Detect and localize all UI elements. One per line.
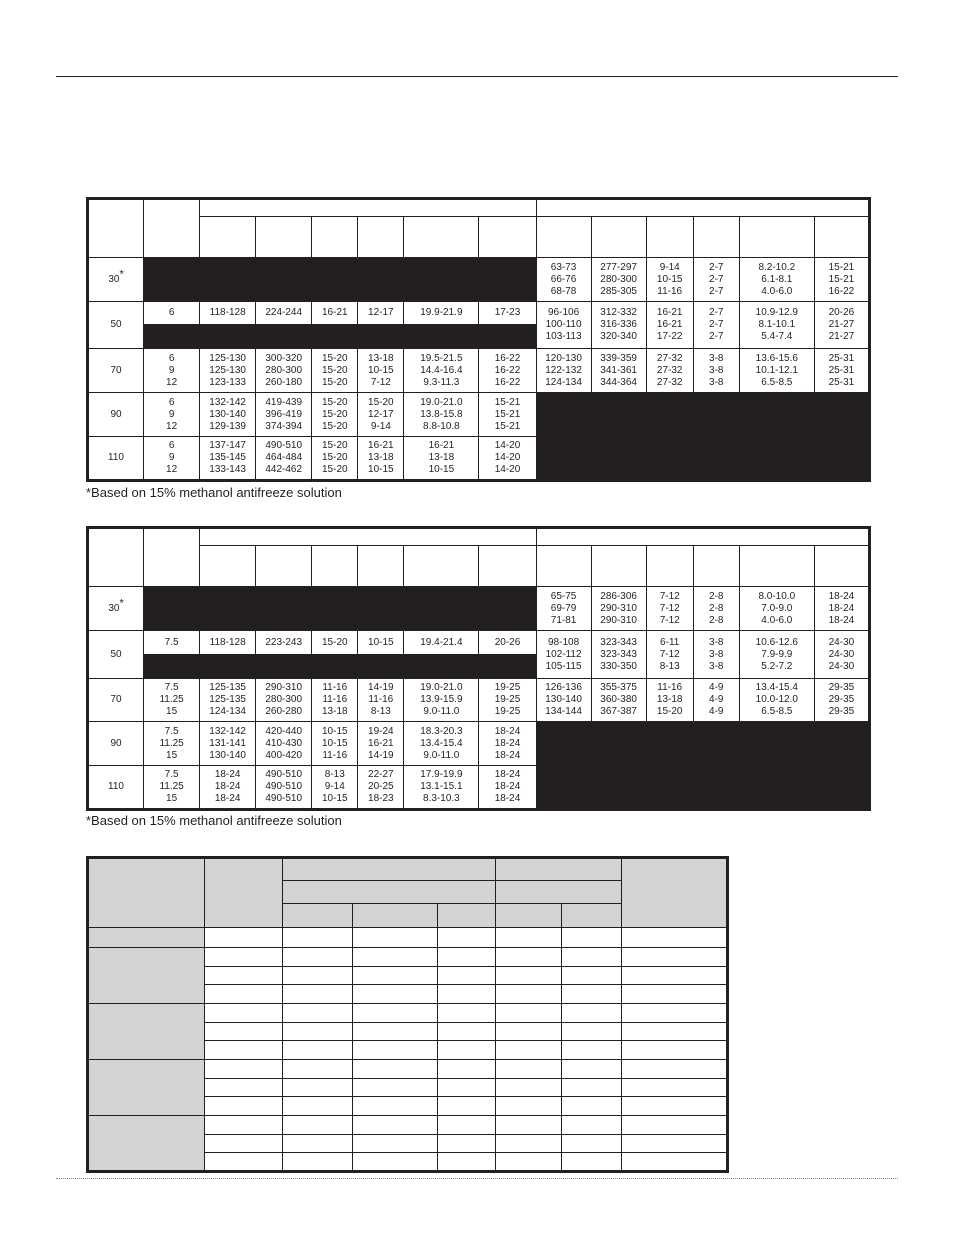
cooling-value-cell: 6 9 12 [144, 349, 200, 393]
cooling-value-cell: 223-243 [256, 631, 312, 655]
heating-value-cell: 8.2-10.2 6.1-8.1 4.0-6.0 [739, 258, 814, 302]
footnote-1: *Based on 15% methanol antifreeze solution [86, 485, 342, 500]
performance-table-2 [86, 526, 871, 811]
heating-value-cell: 3-8 3-8 3-8 [693, 631, 739, 679]
heating-value-cell: 4-9 4-9 4-9 [693, 679, 739, 722]
cooling-value-cell: 16-21 [312, 302, 358, 325]
header-rule [56, 76, 898, 77]
cooling-value-cell: 20-26 [479, 631, 536, 655]
table-row [88, 437, 870, 481]
cooling-value-cell: 15-20 15-20 15-20 [312, 437, 358, 481]
cooling-value-cell: 18-24 18-24 18-24 [200, 766, 256, 810]
cooling-value-cell: 420-440 410-430 400-420 [256, 722, 312, 766]
ewt-value: 90 [110, 737, 122, 749]
cooling-value-cell: 18.3-20.3 13.4-15.4 9.0-11.0 [404, 722, 479, 766]
table-row [88, 302, 870, 325]
table-row [88, 679, 870, 722]
ewt-cell [88, 587, 144, 631]
ewt-cell [88, 393, 144, 437]
heating-value-cell: 18-24 18-24 18-24 [814, 587, 869, 631]
heating-value-cell: 20-26 21-27 21-27 [814, 302, 869, 349]
heating-value-cell: 29-35 29-35 29-35 [814, 679, 869, 722]
cooling-value-cell: 6 [144, 302, 200, 325]
ewt-value: 90 [110, 408, 122, 420]
cooling-value-cell: 6 9 12 [144, 393, 200, 437]
heating-header-cell [536, 199, 869, 217]
cooling-value-cell: 17-23 [479, 302, 536, 325]
cooling-value-cell: 13-18 10-15 7-12 [358, 349, 404, 393]
ewt-value: 30 [108, 273, 120, 285]
cooling-value-cell: 19-24 16-21 14-19 [358, 722, 404, 766]
heating-value-cell: 98-108 102-112 105-115 [536, 631, 591, 679]
ewt-value: 50 [110, 319, 122, 330]
heating-value-cell: 277-297 280-300 285-305 [591, 258, 646, 302]
heating-value-cell: 339-359 341-361 344-364 [591, 349, 646, 393]
heating-value-cell: 13.4-15.4 10.0-12.0 6.5-8.5 [739, 679, 814, 722]
ewt-value: 30 [108, 602, 120, 614]
heating-shaded-block [536, 722, 869, 766]
cooling-value-cell: 490-510 490-510 490-510 [256, 766, 312, 810]
heating-shaded-block [536, 437, 869, 481]
heating-value-cell: 312-332 316-336 320-340 [591, 302, 646, 349]
ewt-value: 70 [110, 694, 122, 705]
cooling-value-cell: 7.5 11.25 15 [144, 766, 200, 810]
cooling-value-cell: 11-16 11-16 13-18 [312, 679, 358, 722]
table-subheader-row [88, 546, 870, 587]
table-header-row [88, 528, 870, 546]
ewt-cell [88, 722, 144, 766]
table-row [88, 766, 870, 810]
heating-value-cell: 13.6-15.6 10.1-12.1 6.5-8.5 [739, 349, 814, 393]
cooling-value-cell: 125-135 125-135 124-134 [200, 679, 256, 722]
cooling-value-cell: 15-20 15-20 15-20 [312, 393, 358, 437]
cooling-value-cell: 19-25 19-25 19-25 [479, 679, 536, 722]
cooling-value-cell: 18-24 18-24 18-24 [479, 722, 536, 766]
flow-header-cell [144, 528, 200, 587]
heating-value-cell: 9-14 10-15 11-16 [646, 258, 693, 302]
spec-table [86, 856, 729, 1173]
cooling-value-cell: 7.5 11.25 15 [144, 722, 200, 766]
heating-value-cell: 11-16 13-18 15-20 [646, 679, 693, 722]
cooling-value-cell: 7.5 [144, 631, 200, 655]
heating-shaded-block [536, 393, 869, 437]
table-row [88, 349, 870, 393]
cooling-value-cell: 300-320 280-300 260-180 [256, 349, 312, 393]
heating-value-cell: 10.9-12.9 8.1-10.1 5.4-7.4 [739, 302, 814, 349]
cooling-value-cell: 290-310 280-300 260-280 [256, 679, 312, 722]
cooling-value-cell: 118-128 [200, 302, 256, 325]
table-header-row [88, 199, 870, 217]
flow-header-cell [144, 199, 200, 258]
heating-value-cell: 65-75 69-79 71-81 [536, 587, 591, 631]
performance-table-1 [86, 197, 871, 482]
cooling-value-cell: 15-20 15-20 15-20 [312, 349, 358, 393]
cooling-value-cell: 15-20 12-17 9-14 [358, 393, 404, 437]
cooling-value-cell: 17.9-19.9 13.1-15.1 8.3-10.3 [404, 766, 479, 810]
cooling-value-cell: 8-13 9-14 10-15 [312, 766, 358, 810]
ewt-value: 110 [108, 781, 124, 792]
cooling-value-cell: 16-21 13-18 10-15 [358, 437, 404, 481]
cooling-value-cell: 10-15 10-15 11-16 [312, 722, 358, 766]
table-row [88, 258, 870, 302]
footnote-2: *Based on 15% methanol antifreeze solution [86, 813, 342, 828]
cooling-value-cell: 490-510 464-484 442-462 [256, 437, 312, 481]
ewt-value: 50 [110, 648, 122, 660]
ewt-header-cell [88, 199, 144, 258]
heating-value-cell: 10.6-12.6 7.9-9.9 5.2-7.2 [739, 631, 814, 679]
cooling-value-cell: 224-244 [256, 302, 312, 325]
table-row [88, 722, 870, 766]
footnote-marker: * [119, 597, 124, 610]
heating-shaded-block [536, 766, 869, 810]
cooling-value-cell: 7.5 11.25 15 [144, 679, 200, 722]
cooling-value-cell: 10-15 [358, 631, 404, 655]
cooling-value-cell: 19.4-21.4 [404, 631, 479, 655]
table-row [88, 393, 870, 437]
ewt-cell [88, 679, 144, 722]
heating-value-cell: 63-73 66-76 68-78 [536, 258, 591, 302]
cooling-value-cell: 16-21 13-18 10-15 [404, 437, 479, 481]
cooling-value-cell: 22-27 20-25 18-23 [358, 766, 404, 810]
heating-value-cell: 286-306 290-310 290-310 [591, 587, 646, 631]
cooling-value-cell: 19.0-21.0 13.8-15.8 8.8-10.8 [404, 393, 479, 437]
heating-value-cell: 24-30 24-30 24-30 [814, 631, 869, 679]
table-subheader-row [88, 217, 870, 258]
cooling-shaded-block [144, 258, 536, 302]
cooling-value-cell: 137-147 135-145 133-143 [200, 437, 256, 481]
cooling-value-cell: 19.0-21.0 13.9-15.9 9.0-11.0 [404, 679, 479, 722]
heating-value-cell: 3-8 3-8 3-8 [693, 349, 739, 393]
cooling-value-cell: 6 9 12 [144, 437, 200, 481]
cooling-value-cell: 14-20 14-20 14-20 [479, 437, 536, 481]
cooling-header-cell [200, 528, 536, 546]
cooling-shaded-block [144, 655, 536, 679]
heating-value-cell: 2-8 2-8 2-8 [693, 587, 739, 631]
cooling-value-cell: 15-20 [312, 631, 358, 655]
table-row [88, 631, 870, 655]
heating-value-cell: 2-7 2-7 2-7 [693, 258, 739, 302]
cooling-value-cell: 18-24 18-24 18-24 [479, 766, 536, 810]
cooling-value-cell: 132-142 131-141 130-140 [200, 722, 256, 766]
heating-value-cell: 16-21 16-21 17-22 [646, 302, 693, 349]
cooling-value-cell: 419-439 396-419 374-394 [256, 393, 312, 437]
ewt-cell [88, 302, 144, 349]
table-row [88, 587, 870, 631]
heating-value-cell: 355-375 360-380 367-387 [591, 679, 646, 722]
cooling-value-cell: 14-19 11-16 8-13 [358, 679, 404, 722]
heating-value-cell: 8.0-10.0 7.0-9.0 4.0-6.0 [739, 587, 814, 631]
heating-value-cell: 7-12 7-12 7-12 [646, 587, 693, 631]
heating-value-cell: 96-106 100-110 103-113 [536, 302, 591, 349]
cooling-shaded-block [144, 587, 536, 631]
cooling-value-cell: 125-130 125-130 123-133 [200, 349, 256, 393]
heating-value-cell: 27-32 27-32 27-32 [646, 349, 693, 393]
ewt-cell [88, 766, 144, 810]
heating-header-cell [536, 528, 869, 546]
cooling-value-cell: 16-22 16-22 16-22 [479, 349, 536, 393]
heating-value-cell: 25-31 25-31 25-31 [814, 349, 869, 393]
ewt-value: 110 [108, 452, 124, 463]
cooling-value-cell: 12-17 [358, 302, 404, 325]
ewt-value: 70 [110, 364, 122, 376]
heating-value-cell: 15-21 15-21 16-22 [814, 258, 869, 302]
heating-value-cell: 126-136 130-140 134-144 [536, 679, 591, 722]
footer-dotted-rule [56, 1178, 898, 1179]
cooling-shaded-block [144, 325, 536, 349]
heating-value-cell: 2-7 2-7 2-7 [693, 302, 739, 349]
ewt-header-cell [88, 528, 144, 587]
cooling-value-cell: 15-21 15-21 15-21 [479, 393, 536, 437]
ewt-cell [88, 349, 144, 393]
ewt-cell [88, 631, 144, 679]
heating-value-cell: 6-11 7-12 8-13 [646, 631, 693, 679]
cooling-header-cell [200, 199, 536, 217]
heating-value-cell: 323-343 323-343 330-350 [591, 631, 646, 679]
cooling-value-cell: 118-128 [200, 631, 256, 655]
footnote-marker: * [119, 268, 124, 281]
cooling-value-cell: 19.9-21.9 [404, 302, 479, 325]
cooling-value-cell: 132-142 130-140 129-139 [200, 393, 256, 437]
cooling-value-cell: 19.5-21.5 14.4-16.4 9.3-11.3 [404, 349, 479, 393]
ewt-cell [88, 258, 144, 302]
heating-value-cell: 120-130 122-132 124-134 [536, 349, 591, 393]
ewt-cell [88, 437, 144, 481]
